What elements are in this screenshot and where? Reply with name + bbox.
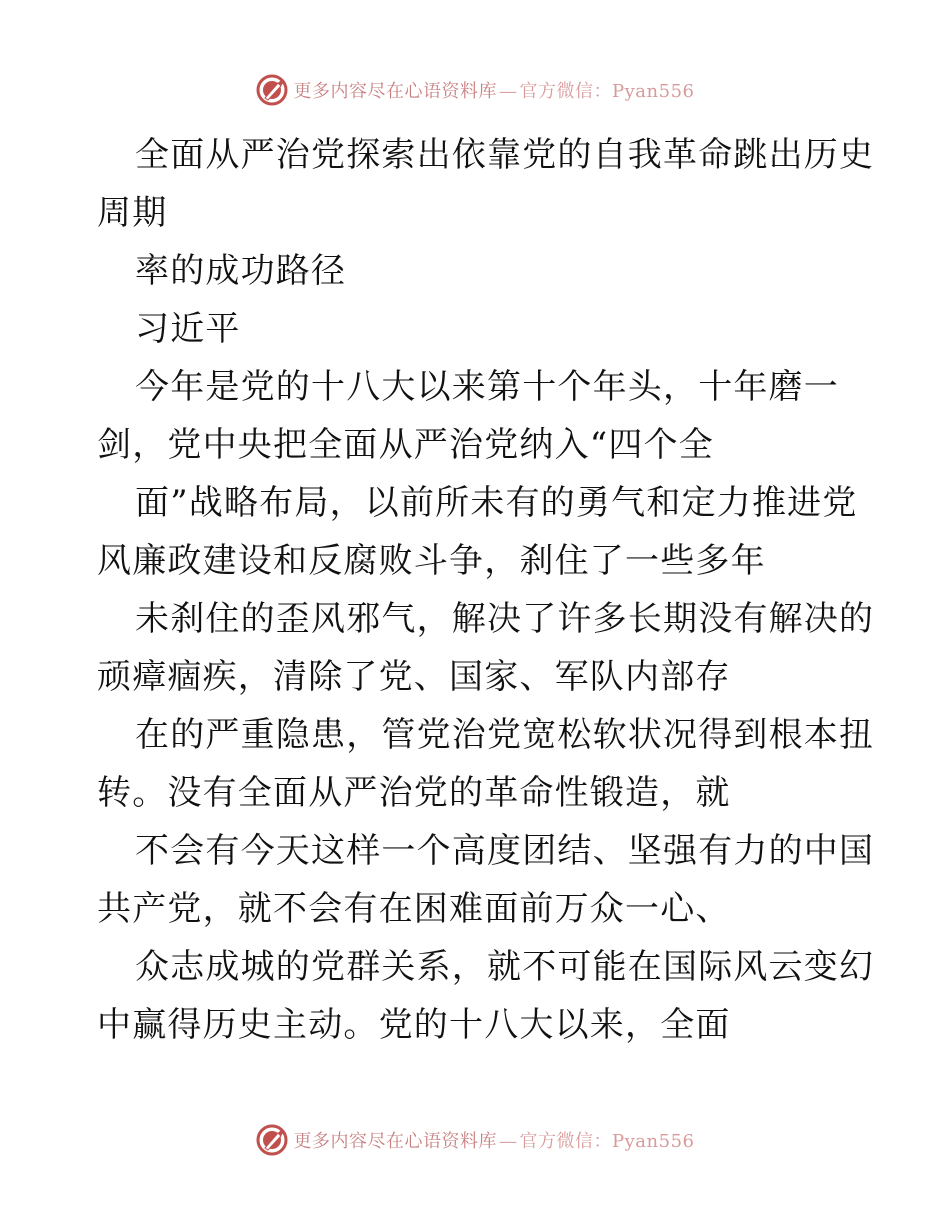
text-line: 中赢得历史主动。党的十八大以来，全面 [97,1005,731,1045]
text-line: 剑，党中央把全面从严治党纳入“四个全 [97,425,714,465]
text-line: 顽瘴痼疾，清除了党、国家、军队内部存 [97,657,731,697]
text-line: 面”战略布局，以前所未有的勇气和定力推进党 [135,483,858,523]
watermark-sub: 官方微信：Pyan556 [519,81,695,102]
pen-logo-icon [256,74,288,106]
text-line: 不会有今天这样一个高度团结、坚强有力的中国 [135,831,875,871]
pen-logo-icon [256,1124,288,1156]
watermark-sub: 官方微信：Pyan556 [519,1131,695,1152]
text-line: 转。没有全面从严治党的革命性锻造，就 [97,773,731,813]
text-line: 众志成城的党群关系，就不可能在国际风云变幻 [135,947,875,987]
watermark-dash: — [499,1131,518,1152]
watermark-dash: — [499,81,518,102]
watermark-text [294,77,695,103]
text-line: 全面从严治党探索出依靠党的自我革命跳出历史 [135,135,875,175]
text-line: 共产党，就不会有在困难面前万众一心、 [97,889,731,929]
watermark-text [294,1127,695,1153]
text-line: 率的成功路径 [135,251,347,291]
document-body [97,126,875,1054]
text-line: 周期 [97,193,168,233]
text-line: 今年是党的十八大以来第十个年头，十年磨一 [135,367,839,407]
text-line: 风廉政建设和反腐败斗争，刹住了一些多年 [97,541,766,581]
header-watermark [0,72,950,108]
text-line: 习近平 [135,309,241,349]
footer-watermark [0,1122,950,1158]
text-line: 未刹住的歪风邪气，解决了许多长期没有解决的 [135,599,875,639]
watermark-main: 更多内容尽在心语资料库 [293,1131,498,1152]
watermark-main: 更多内容尽在心语资料库 [293,81,498,102]
text-line: 在的严重隐患，管党治党宽松软状况得到根本扭 [135,715,875,755]
